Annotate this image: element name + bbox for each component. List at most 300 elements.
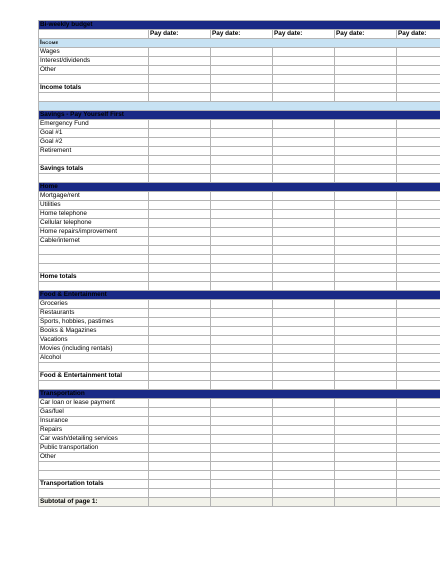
- home-spacer-row-amount-1[interactable]: [149, 282, 211, 291]
- transportation-blank-amount-3[interactable]: [273, 471, 335, 480]
- home-blank-amount-3[interactable]: [273, 255, 335, 264]
- home-spacer-row-amount-5[interactable]: [397, 282, 440, 291]
- home-total-3: [273, 273, 335, 282]
- food-item-row: [39, 327, 440, 336]
- transportation-total-row: [39, 480, 440, 489]
- subtotal-amount-2: [211, 498, 273, 507]
- income-total-4: [335, 84, 397, 93]
- home-blank-amount-2[interactable]: [211, 255, 273, 264]
- home-total-5: [397, 273, 440, 282]
- transportation-spacer-row-label: [39, 489, 149, 498]
- transportation-total-5: [397, 480, 440, 489]
- income-total-2: [211, 84, 273, 93]
- home-item-amount-1[interactable]: [149, 201, 211, 210]
- home-item-amount-2[interactable]: [211, 228, 273, 237]
- transportation-item-amount-3[interactable]: [273, 417, 335, 426]
- home-blank-amount-4[interactable]: [335, 264, 397, 273]
- income-total-label: Income totals: [39, 84, 149, 93]
- transportation-item-amount-5[interactable]: [397, 408, 440, 417]
- savings-item-amount-3[interactable]: [273, 147, 335, 156]
- transportation-blank-amount-1[interactable]: [149, 471, 211, 480]
- food-blank-row: [39, 363, 440, 372]
- transportation-item-amount-1[interactable]: [149, 417, 211, 426]
- blank-band: [39, 102, 440, 111]
- transportation-item-row: [39, 453, 440, 462]
- savings-item-amount-1[interactable]: [149, 147, 211, 156]
- savings-blank-amount-3[interactable]: [273, 156, 335, 165]
- savings-item-amount-2[interactable]: [211, 147, 273, 156]
- savings-spacer-row-amount-3[interactable]: [273, 174, 335, 183]
- pay-date-header-3: Pay date:: [273, 30, 335, 39]
- food-spacer-row-label: [39, 381, 149, 390]
- title-row: [39, 21, 440, 30]
- transportation-spacer-row-amount-4[interactable]: [335, 489, 397, 498]
- income-item-label: Wages: [39, 48, 149, 57]
- food-item-amount-5[interactable]: [397, 309, 440, 318]
- home-item-amount-3[interactable]: [273, 192, 335, 201]
- savings-item-amount-1[interactable]: [149, 120, 211, 129]
- food-item-amount-2[interactable]: [211, 336, 273, 345]
- income-blank-amount-4[interactable]: [335, 75, 397, 84]
- income-total-3: [273, 84, 335, 93]
- food-blank-amount-1[interactable]: [149, 363, 211, 372]
- transportation-total-4: [335, 480, 397, 489]
- transportation-total-label: Transportation totals: [39, 480, 149, 489]
- food-item-amount-1[interactable]: [149, 327, 211, 336]
- transportation-blank-row: [39, 471, 440, 480]
- transportation-item-amount-1[interactable]: [149, 435, 211, 444]
- home-blank-amount-1[interactable]: [149, 255, 211, 264]
- transportation-blank-amount-3[interactable]: [273, 462, 335, 471]
- savings-item-label: Goal #2: [39, 138, 149, 147]
- transportation-item-label: Other: [39, 453, 149, 462]
- transportation-item-amount-1[interactable]: [149, 408, 211, 417]
- savings-blank-amount-4[interactable]: [335, 156, 397, 165]
- food-item-label: Sports, hobbies, pastimes: [39, 318, 149, 327]
- transportation-item-amount-5[interactable]: [397, 426, 440, 435]
- transportation-spacer-row-amount-2[interactable]: [211, 489, 273, 498]
- savings-item-amount-3[interactable]: [273, 129, 335, 138]
- home-item-amount-5[interactable]: [397, 228, 440, 237]
- income-item-amount-2[interactable]: [211, 66, 273, 75]
- home-item-amount-3[interactable]: [273, 210, 335, 219]
- home-item-row: [39, 201, 440, 210]
- home-item-amount-1[interactable]: [149, 192, 211, 201]
- savings-item-amount-2[interactable]: [211, 120, 273, 129]
- food-spacer-row: [39, 381, 440, 390]
- savings-spacer-row-amount-1[interactable]: [149, 174, 211, 183]
- transportation-item-amount-2[interactable]: [211, 444, 273, 453]
- food-item-amount-5[interactable]: [397, 300, 440, 309]
- home-item-amount-2[interactable]: [211, 210, 273, 219]
- home-blank-amount-4[interactable]: [335, 246, 397, 255]
- savings-heading-row: [39, 111, 440, 120]
- home-heading-row: [39, 183, 440, 192]
- food-item-amount-1[interactable]: [149, 354, 211, 363]
- food-item-amount-3[interactable]: [273, 318, 335, 327]
- food-blank-label: [39, 363, 149, 372]
- transportation-item-amount-5[interactable]: [397, 417, 440, 426]
- food-item-amount-1[interactable]: [149, 318, 211, 327]
- food-item-amount-5[interactable]: [397, 345, 440, 354]
- savings-blank-amount-1[interactable]: [149, 156, 211, 165]
- transportation-item-amount-4[interactable]: [335, 453, 397, 462]
- transportation-item-amount-2[interactable]: [211, 399, 273, 408]
- transportation-item-amount-3[interactable]: [273, 408, 335, 417]
- transportation-item-amount-4[interactable]: [335, 435, 397, 444]
- home-item-amount-3[interactable]: [273, 201, 335, 210]
- home-item-amount-1[interactable]: [149, 228, 211, 237]
- income-blank-amount-2[interactable]: [211, 75, 273, 84]
- home-spacer-row-amount-2[interactable]: [211, 282, 273, 291]
- food-item-row: [39, 354, 440, 363]
- food-item-amount-2[interactable]: [211, 327, 273, 336]
- home-item-row: [39, 219, 440, 228]
- savings-total-4: [335, 165, 397, 174]
- transportation-item-label: Gas/fuel: [39, 408, 149, 417]
- transportation-item-amount-1[interactable]: [149, 399, 211, 408]
- transportation-item-row: [39, 417, 440, 426]
- home-item-label: Cable/internet: [39, 237, 149, 246]
- savings-total-label: Savings totals: [39, 165, 149, 174]
- home-item-label: Utilities: [39, 201, 149, 210]
- savings-item-amount-4[interactable]: [335, 138, 397, 147]
- transportation-total-2: [211, 480, 273, 489]
- home-item-amount-2[interactable]: [211, 219, 273, 228]
- food-item-amount-3[interactable]: [273, 354, 335, 363]
- home-spacer-row-amount-4[interactable]: [335, 282, 397, 291]
- income-item-amount-4[interactable]: [335, 66, 397, 75]
- home-blank-row: [39, 246, 440, 255]
- income-item-label: Interest/dividends: [39, 57, 149, 66]
- transportation-item-amount-1[interactable]: [149, 444, 211, 453]
- income-item-amount-2[interactable]: [211, 48, 273, 57]
- home-item-amount-4[interactable]: [335, 201, 397, 210]
- income-total-row: [39, 84, 440, 93]
- savings-item-amount-3[interactable]: [273, 138, 335, 147]
- home-item-amount-4[interactable]: [335, 192, 397, 201]
- home-spacer-row: [39, 282, 440, 291]
- transportation-item-row: [39, 399, 440, 408]
- home-item-amount-2[interactable]: [211, 201, 273, 210]
- home-blank-amount-5[interactable]: [397, 264, 440, 273]
- food-item-amount-2[interactable]: [211, 309, 273, 318]
- home-blank-amount-5[interactable]: [397, 246, 440, 255]
- transportation-item-amount-3[interactable]: [273, 399, 335, 408]
- home-total-row: [39, 273, 440, 282]
- income-blank-row: [39, 75, 440, 84]
- home-item-amount-4[interactable]: [335, 228, 397, 237]
- food-item-row: [39, 309, 440, 318]
- food-item-amount-4[interactable]: [335, 345, 397, 354]
- transportation-blank-amount-4[interactable]: [335, 471, 397, 480]
- income-spacer-row-amount-1[interactable]: [149, 93, 211, 102]
- food-blank-amount-3[interactable]: [273, 363, 335, 372]
- home-total-4: [335, 273, 397, 282]
- transportation-item-amount-1[interactable]: [149, 453, 211, 462]
- food-blank-amount-4[interactable]: [335, 363, 397, 372]
- income-spacer-row-amount-2[interactable]: [211, 93, 273, 102]
- home-item-amount-4[interactable]: [335, 210, 397, 219]
- food-item-amount-3[interactable]: [273, 345, 335, 354]
- food-item-row: [39, 345, 440, 354]
- pay-date-header-4: Pay date:: [335, 30, 397, 39]
- savings-item-amount-4[interactable]: [335, 147, 397, 156]
- food-item-amount-5[interactable]: [397, 327, 440, 336]
- income-item-amount-1[interactable]: [149, 48, 211, 57]
- home-item-label: Home telephone: [39, 210, 149, 219]
- food-item-amount-2[interactable]: [211, 345, 273, 354]
- transportation-item-amount-4[interactable]: [335, 417, 397, 426]
- income-spacer-row-label: [39, 93, 149, 102]
- income-spacer-row: [39, 93, 440, 102]
- food-item-amount-2[interactable]: [211, 354, 273, 363]
- home-heading: Home: [39, 183, 440, 192]
- food-item-amount-4[interactable]: [335, 327, 397, 336]
- blank-band-row: [39, 102, 440, 111]
- transportation-item-amount-3[interactable]: [273, 444, 335, 453]
- food-item-amount-1[interactable]: [149, 336, 211, 345]
- transportation-item-amount-4[interactable]: [335, 399, 397, 408]
- transportation-item-amount-2[interactable]: [211, 408, 273, 417]
- food-item-amount-2[interactable]: [211, 300, 273, 309]
- savings-item-row: [39, 147, 440, 156]
- transportation-item-label: Public transportation: [39, 444, 149, 453]
- food-spacer-row-amount-5[interactable]: [397, 381, 440, 390]
- income-item-amount-2[interactable]: [211, 57, 273, 66]
- home-item-amount-5[interactable]: [397, 201, 440, 210]
- income-item-amount-3[interactable]: [273, 66, 335, 75]
- transportation-spacer-row-amount-3[interactable]: [273, 489, 335, 498]
- home-item-amount-5[interactable]: [397, 210, 440, 219]
- food-spacer-row-amount-2[interactable]: [211, 381, 273, 390]
- food-blank-amount-2[interactable]: [211, 363, 273, 372]
- home-item-amount-1[interactable]: [149, 237, 211, 246]
- income-item-amount-4[interactable]: [335, 57, 397, 66]
- transportation-item-amount-4[interactable]: [335, 444, 397, 453]
- food-item-amount-4[interactable]: [335, 336, 397, 345]
- transportation-item-row: [39, 408, 440, 417]
- transportation-item-row: [39, 426, 440, 435]
- transportation-spacer-row-amount-1[interactable]: [149, 489, 211, 498]
- home-item-amount-5[interactable]: [397, 192, 440, 201]
- transportation-item-amount-5[interactable]: [397, 453, 440, 462]
- savings-blank-amount-2[interactable]: [211, 156, 273, 165]
- transportation-total-3: [273, 480, 335, 489]
- home-item-amount-5[interactable]: [397, 237, 440, 246]
- food-spacer-row-amount-4[interactable]: [335, 381, 397, 390]
- transportation-blank-amount-4[interactable]: [335, 462, 397, 471]
- home-item-amount-2[interactable]: [211, 192, 273, 201]
- transportation-item-amount-3[interactable]: [273, 453, 335, 462]
- food-item-amount-5[interactable]: [397, 336, 440, 345]
- income-blank-amount-3[interactable]: [273, 75, 335, 84]
- income-item-amount-5[interactable]: [397, 66, 440, 75]
- savings-spacer-row-label: [39, 174, 149, 183]
- transportation-item-amount-5[interactable]: [397, 435, 440, 444]
- savings-item-row: [39, 120, 440, 129]
- savings-item-amount-5[interactable]: [397, 129, 440, 138]
- savings-spacer-row-amount-2[interactable]: [211, 174, 273, 183]
- home-item-amount-4[interactable]: [335, 237, 397, 246]
- transportation-item-row: [39, 435, 440, 444]
- income-item-amount-5[interactable]: [397, 48, 440, 57]
- savings-item-row: [39, 138, 440, 147]
- savings-item-amount-5[interactable]: [397, 138, 440, 147]
- savings-item-label: Goal #1: [39, 129, 149, 138]
- income-spacer-row-amount-4[interactable]: [335, 93, 397, 102]
- savings-item-amount-1[interactable]: [149, 138, 211, 147]
- transportation-spacer-row-amount-5[interactable]: [397, 489, 440, 498]
- income-item-amount-5[interactable]: [397, 57, 440, 66]
- food-item-amount-4[interactable]: [335, 300, 397, 309]
- food-heading: Food & Entertainment: [39, 291, 440, 300]
- food-total-label: Food & Entertainment total: [39, 372, 149, 381]
- transportation-item-amount-5[interactable]: [397, 399, 440, 408]
- home-item-row: [39, 210, 440, 219]
- savings-blank-amount-5[interactable]: [397, 156, 440, 165]
- transportation-item-amount-4[interactable]: [335, 408, 397, 417]
- income-item-amount-1[interactable]: [149, 57, 211, 66]
- food-blank-amount-5[interactable]: [397, 363, 440, 372]
- savings-item-amount-1[interactable]: [149, 129, 211, 138]
- home-item-row: [39, 192, 440, 201]
- home-item-amount-1[interactable]: [149, 219, 211, 228]
- savings-spacer-row-amount-4[interactable]: [335, 174, 397, 183]
- savings-blank-row: [39, 156, 440, 165]
- income-spacer-row-amount-3[interactable]: [273, 93, 335, 102]
- food-item-amount-3[interactable]: [273, 327, 335, 336]
- savings-item-amount-5[interactable]: [397, 120, 440, 129]
- food-item-amount-1[interactable]: [149, 300, 211, 309]
- home-item-amount-3[interactable]: [273, 219, 335, 228]
- home-blank-amount-2[interactable]: [211, 264, 273, 273]
- income-blank-amount-5[interactable]: [397, 75, 440, 84]
- savings-total-5: [397, 165, 440, 174]
- transportation-blank-amount-2[interactable]: [211, 471, 273, 480]
- savings-total-row: [39, 165, 440, 174]
- income-item-amount-3[interactable]: [273, 48, 335, 57]
- home-blank-label: [39, 264, 149, 273]
- food-total-row: [39, 372, 440, 381]
- food-item-amount-1[interactable]: [149, 345, 211, 354]
- home-item-amount-3[interactable]: [273, 237, 335, 246]
- food-total-3: [273, 372, 335, 381]
- home-blank-label: [39, 246, 149, 255]
- transportation-blank-amount-5[interactable]: [397, 471, 440, 480]
- income-item-label: Other: [39, 66, 149, 75]
- home-item-amount-5[interactable]: [397, 219, 440, 228]
- home-blank-amount-5[interactable]: [397, 255, 440, 264]
- home-item-amount-3[interactable]: [273, 228, 335, 237]
- subtotal-amount-1: [149, 498, 211, 507]
- transportation-item-amount-3[interactable]: [273, 426, 335, 435]
- food-item-amount-1[interactable]: [149, 309, 211, 318]
- transportation-item-amount-2[interactable]: [211, 453, 273, 462]
- savings-item-amount-2[interactable]: [211, 129, 273, 138]
- food-item-amount-5[interactable]: [397, 318, 440, 327]
- income-item-amount-4[interactable]: [335, 48, 397, 57]
- food-total-4: [335, 372, 397, 381]
- subtotal-label: Subtotal of page 1:: [39, 498, 149, 507]
- income-item-row: [39, 66, 440, 75]
- transportation-item-amount-2[interactable]: [211, 426, 273, 435]
- transportation-item-amount-4[interactable]: [335, 426, 397, 435]
- food-item-row: [39, 336, 440, 345]
- home-item-amount-4[interactable]: [335, 219, 397, 228]
- savings-item-amount-3[interactable]: [273, 120, 335, 129]
- income-item-amount-1[interactable]: [149, 66, 211, 75]
- subtotal-amount-5: [397, 498, 440, 507]
- food-item-amount-3[interactable]: [273, 300, 335, 309]
- transportation-item-amount-5[interactable]: [397, 444, 440, 453]
- transportation-blank-amount-5[interactable]: [397, 462, 440, 471]
- home-spacer-row-amount-3[interactable]: [273, 282, 335, 291]
- food-item-row: [39, 318, 440, 327]
- home-total-2: [211, 273, 273, 282]
- home-blank-amount-1[interactable]: [149, 246, 211, 255]
- home-blank-amount-2[interactable]: [211, 246, 273, 255]
- savings-item-amount-4[interactable]: [335, 129, 397, 138]
- transportation-blank-row: [39, 462, 440, 471]
- food-item-amount-2[interactable]: [211, 318, 273, 327]
- food-item-amount-3[interactable]: [273, 309, 335, 318]
- savings-item-amount-5[interactable]: [397, 147, 440, 156]
- income-total-5: [397, 84, 440, 93]
- home-total-label: Home totals: [39, 273, 149, 282]
- transportation-item-amount-3[interactable]: [273, 435, 335, 444]
- transportation-item-label: Insurance: [39, 417, 149, 426]
- food-item-amount-4[interactable]: [335, 354, 397, 363]
- savings-spacer-row: [39, 174, 440, 183]
- home-item-amount-2[interactable]: [211, 237, 273, 246]
- transportation-item-amount-1[interactable]: [149, 426, 211, 435]
- savings-spacer-row-amount-5[interactable]: [397, 174, 440, 183]
- savings-item-amount-2[interactable]: [211, 138, 273, 147]
- transportation-blank-amount-2[interactable]: [211, 462, 273, 471]
- food-item-amount-4[interactable]: [335, 309, 397, 318]
- home-blank-amount-3[interactable]: [273, 246, 335, 255]
- pay-date-row: [39, 30, 440, 39]
- home-spacer-row-label: [39, 282, 149, 291]
- savings-item-amount-4[interactable]: [335, 120, 397, 129]
- transportation-item-amount-2[interactable]: [211, 417, 273, 426]
- food-item-amount-5[interactable]: [397, 354, 440, 363]
- food-item-amount-3[interactable]: [273, 336, 335, 345]
- home-item-label: Mortgage/rent: [39, 192, 149, 201]
- income-blank-label: [39, 75, 149, 84]
- home-blank-amount-1[interactable]: [149, 264, 211, 273]
- home-item-amount-1[interactable]: [149, 210, 211, 219]
- home-blank-row: [39, 255, 440, 264]
- home-blank-amount-3[interactable]: [273, 264, 335, 273]
- transportation-total-1: [149, 480, 211, 489]
- food-item-amount-4[interactable]: [335, 318, 397, 327]
- subtotal-row: [39, 498, 440, 507]
- income-item-row: [39, 57, 440, 66]
- savings-item-label: Emergency Fund: [39, 120, 149, 129]
- transportation-item-row: [39, 444, 440, 453]
- food-spacer-row-amount-3[interactable]: [273, 381, 335, 390]
- transportation-blank-amount-1[interactable]: [149, 462, 211, 471]
- income-blank-amount-1[interactable]: [149, 75, 211, 84]
- transportation-item-amount-2[interactable]: [211, 435, 273, 444]
- home-item-label: Home repairs/improvement: [39, 228, 149, 237]
- home-blank-amount-4[interactable]: [335, 255, 397, 264]
- income-spacer-row-amount-5[interactable]: [397, 93, 440, 102]
- food-spacer-row-amount-1[interactable]: [149, 381, 211, 390]
- income-item-amount-3[interactable]: [273, 57, 335, 66]
